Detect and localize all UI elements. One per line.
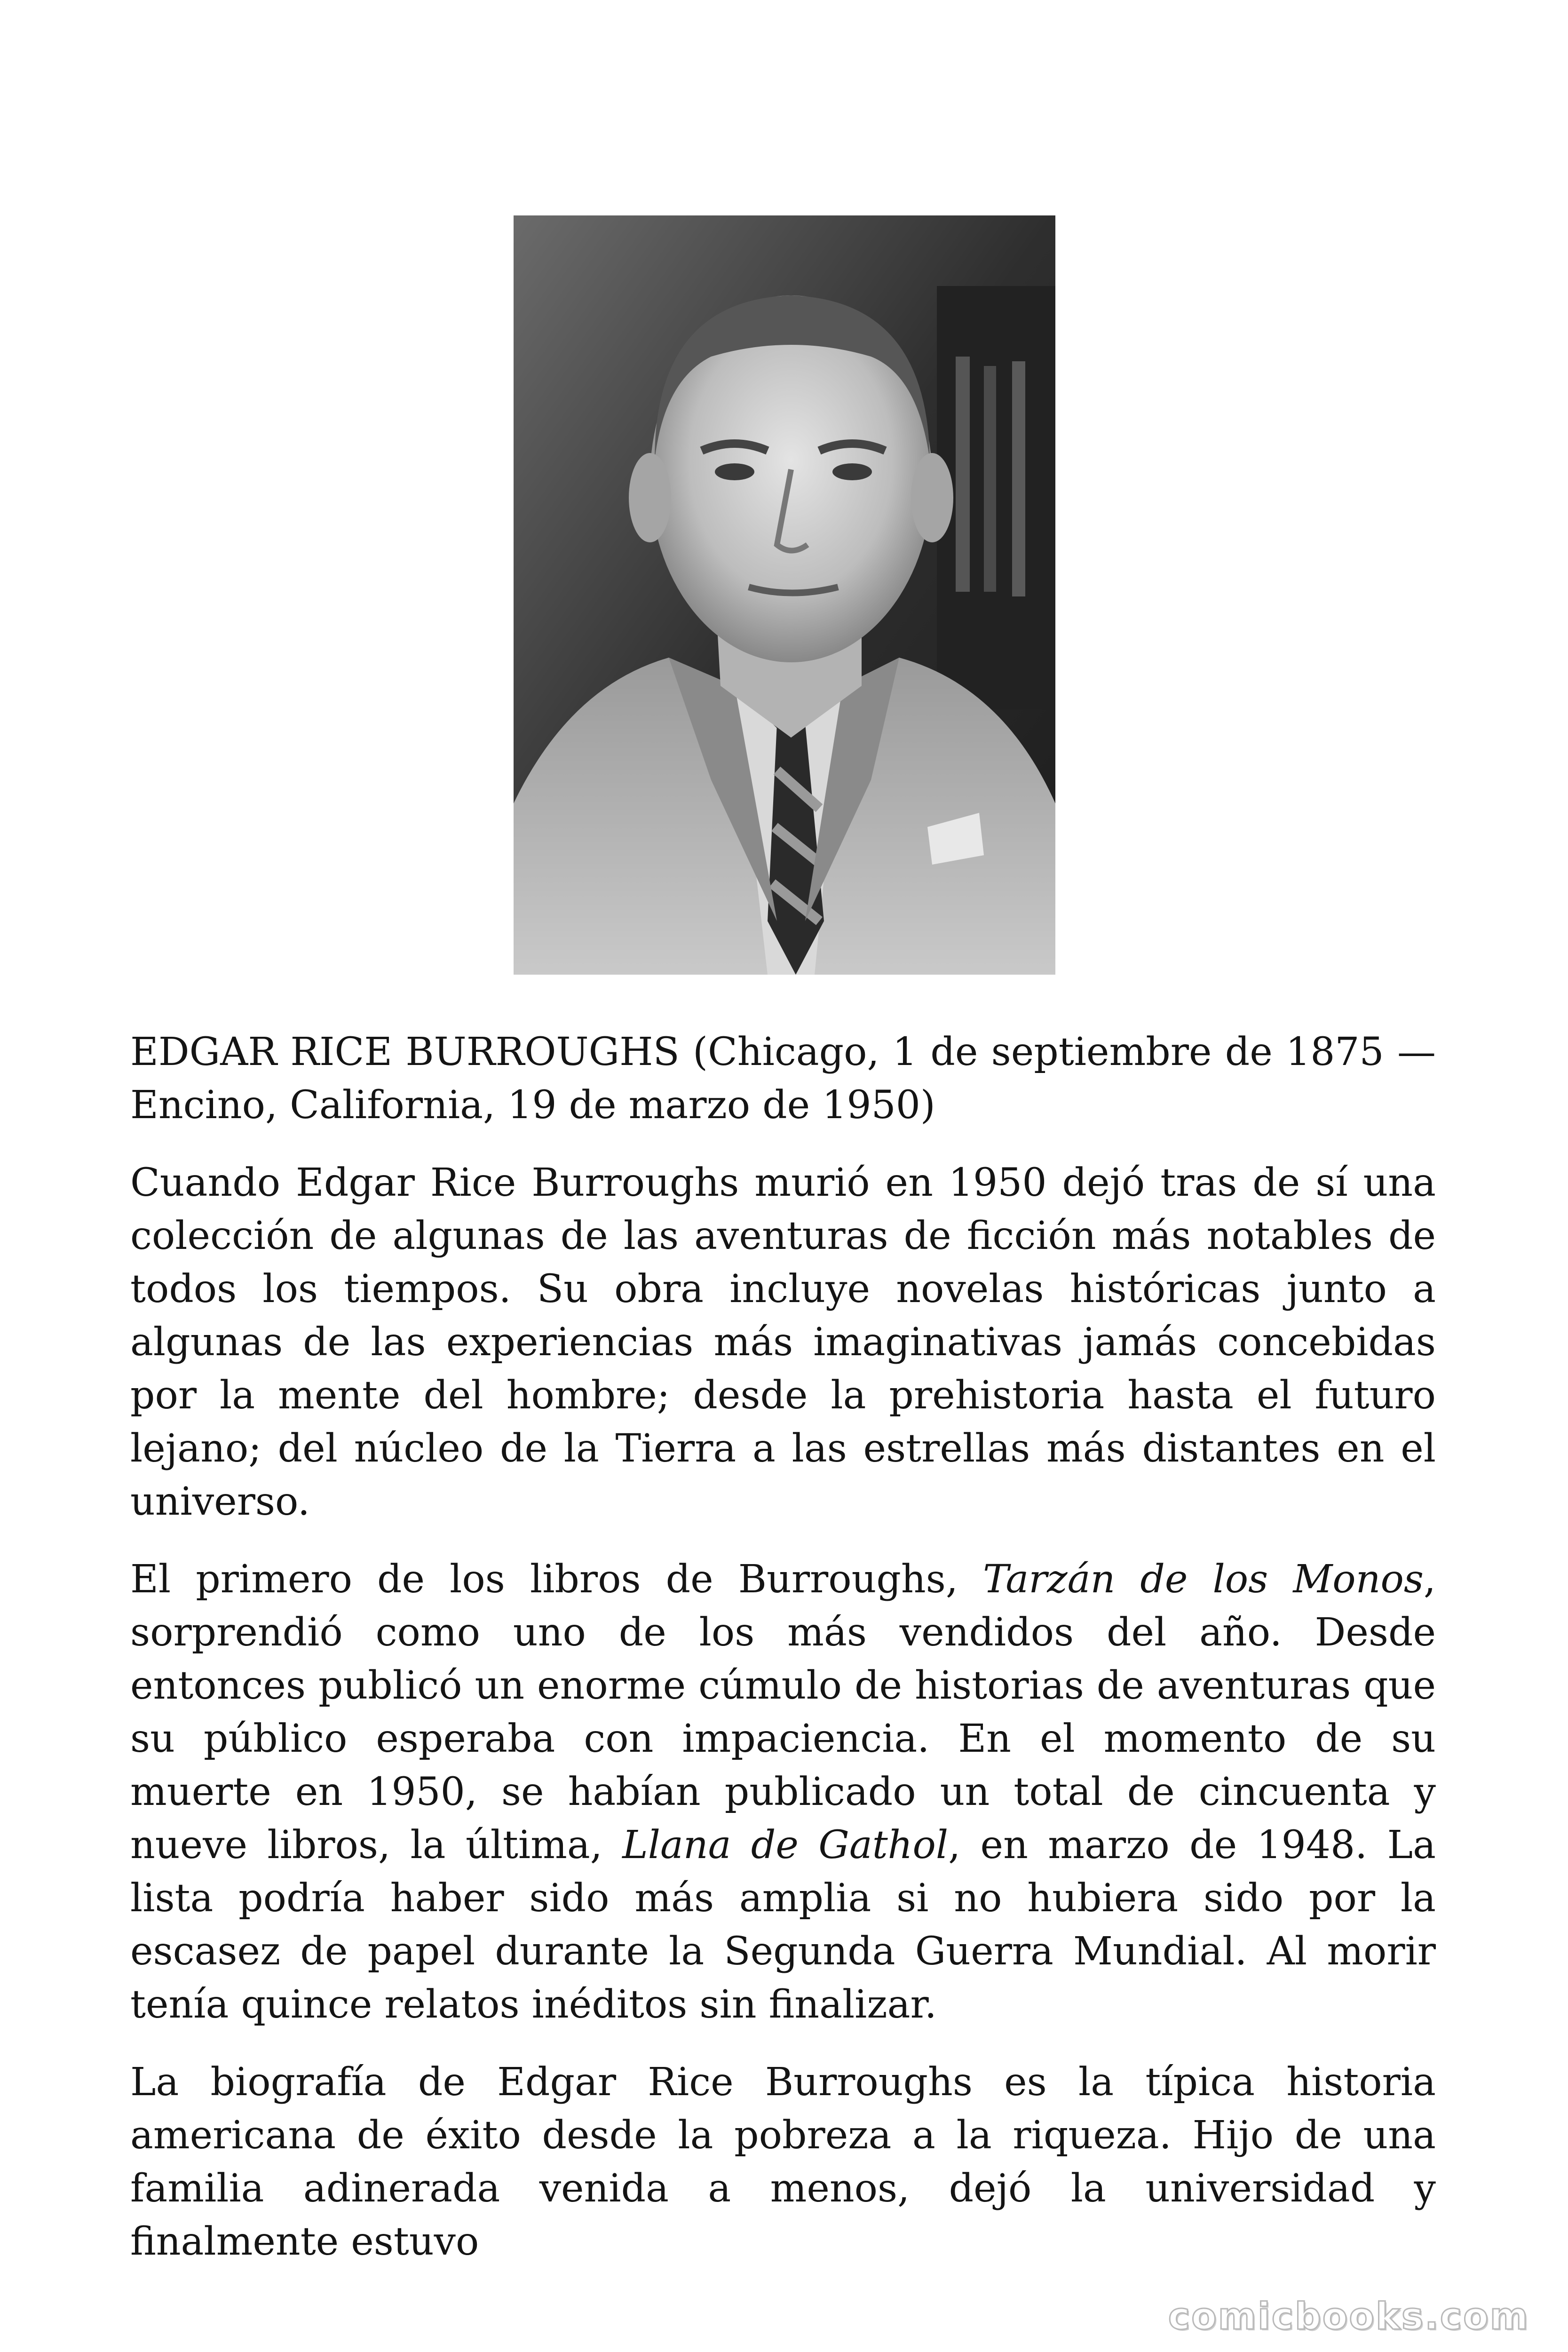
- paragraph-2-part-c: , en marzo de 1948. La lista podría haber sido más amplia si no hubiera sido por la escasez de papel durante la Segunda Guerra Mundial. Al morir tenía quince relatos inéditos sin finalizar.: [130, 1823, 1436, 2027]
- book-title-llana: Llana de Gathol: [622, 1823, 949, 1867]
- author-name: EDGAR RICE BURROUGHS: [130, 1030, 680, 1074]
- paragraph-3: La biografía de Edgar Rice Burroughs es la típica historia americana de éxito desde la pobreza a la riqueza. Hijo de una familia adinerada venida a menos, dejó la universidad y finalmente estuvo: [130, 2060, 1436, 2264]
- paragraph-1: Cuando Edgar Rice Burroughs murió en 1950 dejó tras de sí una colección de algunas de las aventuras de ficción más notables de todos los tiempos. Su obra incluye novelas históricas junto a algunas de las experiencias más imaginativas jamás concebidas por la mente del hombre; desde la prehistoria hasta el futuro lejano; del núcleo de la Tierra a las estrellas más distantes en el universo.: [130, 1160, 1436, 1524]
- book-title-tarzan: Tarzán de los Monos: [983, 1557, 1424, 1602]
- author-dates: (Chicago, 1 de septiembre de 1875 — Encino, California, 19 de marzo de 1950): [130, 1030, 1436, 1128]
- paragraph-2-part-a: El primero de los libros de Burroughs,: [130, 1557, 983, 1602]
- author-portrait-photo: [514, 215, 1055, 975]
- paragraph-2-part-b: , sorprendió como uno de los más vendidos del año. Desde entonces publicó un enorme cúmulo de historias de aventuras que su público esperaba con impaciencia. En el momento de su muerte en 1950, se habían publicado un total de cincuenta y nueve libros, la última,: [130, 1557, 1436, 1867]
- paragraph-2: [130, 1553, 1436, 2031]
- portrait-icon: [514, 215, 1055, 975]
- biography-text: [130, 1025, 1436, 2293]
- watermark: comicbooks.com: [1168, 2296, 1529, 2338]
- author-heading: [130, 1025, 1436, 1132]
